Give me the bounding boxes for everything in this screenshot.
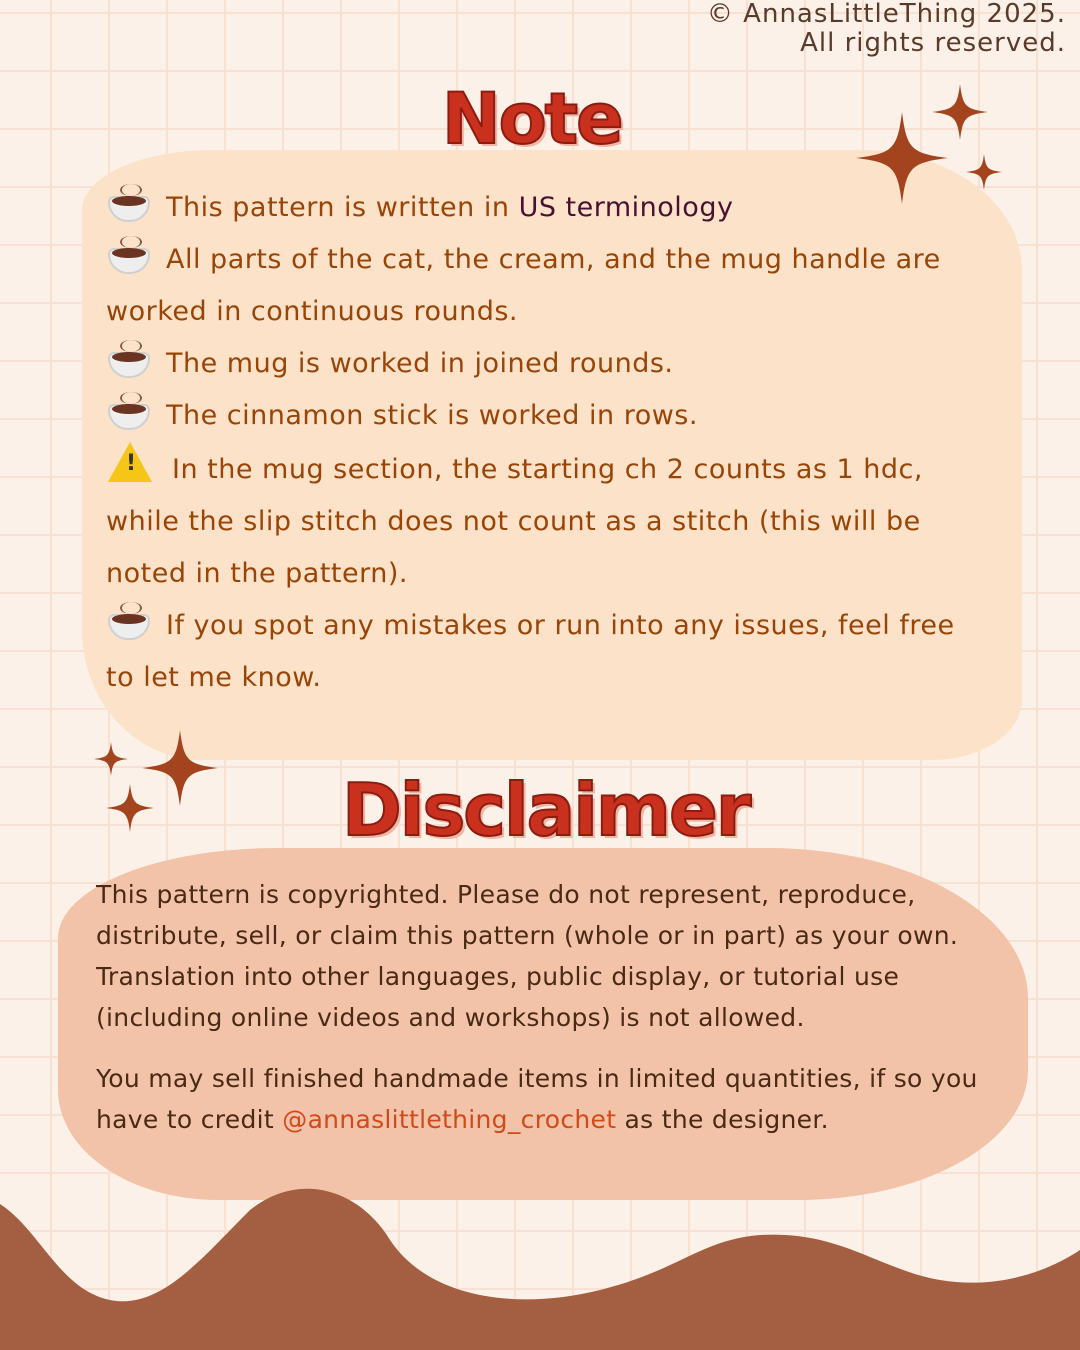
note-item-text: The cinnamon stick is worked in rows. <box>166 400 698 431</box>
disclaimer-paragraph: This pattern is copyrighted. Please do not represent, reproduce, distribute, sell, or claim this pattern (whole or in part) as your own. Translation into other languages, public display, or tutorial use (including online videos and workshops) is not allowed. <box>96 880 959 1032</box>
note-item <box>106 442 976 600</box>
note-item-text: If you spot any mistakes or run into any issues, feel free to let me know. <box>106 610 955 693</box>
note-item <box>106 390 976 442</box>
note-title: Note <box>442 78 622 160</box>
note-item <box>106 234 976 338</box>
note-item-text: In the mug section, the starting ch 2 counts as 1 hdc, while the slip stitch does not count as a stitch (this will be noted in the pattern). <box>106 454 923 589</box>
note-item <box>106 338 976 390</box>
copyright-line2: All rights reserved. <box>800 28 1066 58</box>
note-item <box>106 600 976 704</box>
note-item-text: The mug is worked in joined rounds. <box>166 348 674 379</box>
coffee-icon <box>106 184 152 224</box>
sparkle-icon <box>94 742 128 776</box>
note-item <box>106 182 976 234</box>
note-item-text: All parts of the cat, the cream, and the mug handle are worked in continuous rounds. <box>106 244 941 327</box>
coffee-icon <box>106 392 152 432</box>
us-terminology: US terminology <box>518 192 734 223</box>
copyright-line1: © AnnasLittleThing 2025. <box>706 0 1066 29</box>
disclaimer-text: You may sell finished handmade items in limited quantities, if so you have to credit <box>96 1064 978 1134</box>
bottom-wave <box>0 1180 1080 1350</box>
warning-icon: ! <box>108 442 152 482</box>
sparkle-icon <box>932 84 988 140</box>
note-list <box>106 182 976 704</box>
coffee-icon <box>106 340 152 380</box>
disclaimer-paragraph <box>96 1058 996 1140</box>
coffee-icon <box>106 236 152 276</box>
note-item-text: This pattern is written in <box>166 192 519 223</box>
disclaimer-text: as the designer. <box>616 1105 829 1134</box>
disclaimer-title: Disclaimer <box>342 768 750 852</box>
coffee-icon <box>106 602 152 642</box>
sparkle-icon <box>106 784 154 832</box>
instagram-handle: @annaslittlething_crochet <box>282 1105 617 1134</box>
copyright-notice <box>707 0 1066 58</box>
